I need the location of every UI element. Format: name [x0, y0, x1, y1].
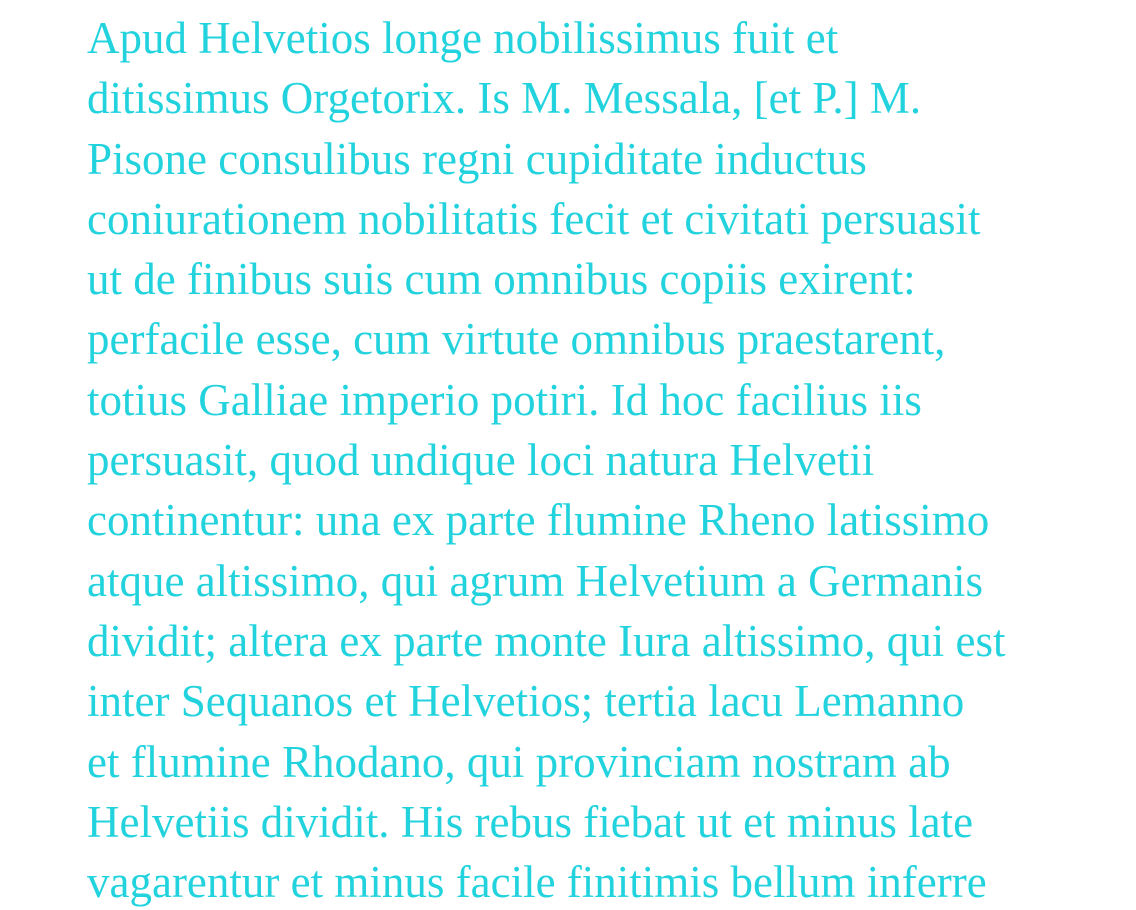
- passage-line: atque altissimo, qui agrum Helvetium a Germanis: [87, 555, 984, 606]
- passage-line: inter Sequanos et Helvetios; tertia lacu Lemanno: [87, 676, 965, 727]
- passage-line: ditissimus Orgetorix. Is M. Messala, [et P.] M.: [87, 73, 922, 124]
- passage-line: vagarentur et minus facile finitimis bellum inferre: [87, 857, 987, 908]
- passage-line: perfacile esse, cum virtute omnibus praestarent,: [87, 314, 946, 365]
- passage-line: et flumine Rhodano, qui provinciam nostram ab: [87, 736, 951, 787]
- passage-line: coniurationem nobilitatis fecit et civitati persuasit: [87, 193, 981, 244]
- latin-passage: [87, 8, 1127, 910]
- passage-line: persuasit, quod undique loci natura Helvetii: [87, 435, 875, 486]
- passage-line: Pisone consulibus regni cupiditate inductus: [87, 133, 867, 184]
- passage-line: dividit; altera ex parte monte Iura altissimo, qui est: [87, 615, 1006, 666]
- passage-line: continentur: una ex parte flumine Rheno latissimo: [87, 495, 990, 546]
- passage-line: Apud Helvetios longe nobilissimus fuit et: [87, 13, 839, 63]
- passage-line: ut de finibus suis cum omnibus copiis exirent:: [87, 254, 916, 305]
- passage-line: totius Galliae imperio potiri. Id hoc facilius iis: [87, 374, 922, 425]
- passage-line: Helvetiis dividit. His rebus fiebat ut et minus late: [87, 796, 974, 847]
